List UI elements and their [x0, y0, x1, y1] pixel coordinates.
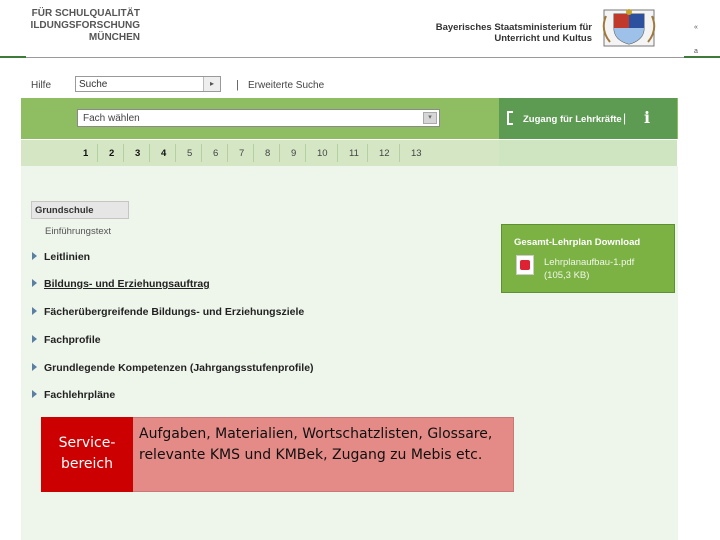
- help-link[interactable]: Hilfe: [31, 80, 52, 91]
- arrow-right-icon: [32, 307, 37, 315]
- grade-separator: [227, 144, 228, 162]
- ministry-name: [432, 22, 592, 44]
- arrow-right-icon: [32, 252, 37, 260]
- grade-tab-8[interactable]: 8: [265, 148, 271, 159]
- grade-tab-3[interactable]: 3: [135, 148, 141, 159]
- subject-select[interactable]: [77, 109, 440, 127]
- download-file-name: Lehrplanaufbau-1.pdf: [544, 257, 635, 268]
- grade-tab-10[interactable]: 10: [317, 148, 328, 159]
- grade-tab-1[interactable]: 1: [83, 148, 89, 159]
- grade-separator: [337, 144, 338, 162]
- tab-label: Grundschule: [35, 205, 94, 216]
- arrow-right-icon: [32, 390, 37, 398]
- teacher-access-label: Zugang für Lehrkräfte: [523, 114, 622, 125]
- download-title: Gesamt-Lehrplan Download: [514, 237, 641, 248]
- service-label-line-1: Service-: [58, 435, 116, 451]
- grade-separator: [367, 144, 368, 162]
- grade-tab-2[interactable]: 2: [109, 148, 115, 159]
- grade-bar-right: [499, 140, 677, 166]
- grade-separator: [279, 144, 280, 162]
- grade-tab-9[interactable]: 9: [291, 148, 297, 159]
- service-label-line-2: bereich: [60, 456, 114, 472]
- institute-line-2: ILDUNGSFORSCHUNG: [30, 20, 140, 31]
- grade-separator: [149, 144, 150, 162]
- header-divider: [0, 57, 720, 58]
- grade-separator: [201, 144, 202, 162]
- pdf-icon[interactable]: [516, 255, 534, 275]
- grade-bar: [21, 140, 499, 166]
- subject-select-value: Fach wählen: [83, 113, 140, 124]
- institute-line-1: FÜR SCHULQUALITÄT: [31, 8, 140, 19]
- header-accent-left: [0, 56, 26, 58]
- grade-tab-5[interactable]: 5: [187, 148, 193, 159]
- edge-mark-2: a: [694, 48, 698, 55]
- service-label: [41, 433, 133, 475]
- grade-tab-12[interactable]: 12: [379, 148, 390, 159]
- grade-separator: [305, 144, 306, 162]
- edge-mark-1: «: [694, 24, 698, 31]
- advanced-search-link[interactable]: Erweiterte Suche: [248, 80, 325, 91]
- header-accent-right: [684, 56, 720, 58]
- ministry-line-1: Bayerisches Staatsministerium für: [435, 22, 592, 33]
- bracket-icon: [507, 111, 513, 125]
- grade-separator: [97, 144, 98, 162]
- grade-separator: [253, 144, 254, 162]
- section-label: Grundlegende Kompetenzen (Jahrgangsstufenprofile): [44, 362, 314, 374]
- section-bildungsauftrag[interactable]: [32, 278, 210, 290]
- section-label: Bildungs- und Erziehungsauftrag: [44, 278, 210, 290]
- bavarian-crest-icon: [594, 8, 664, 48]
- grade-separator: [175, 144, 176, 162]
- grade-tab-6[interactable]: 6: [213, 148, 219, 159]
- search-input-value: Suche: [79, 79, 108, 90]
- section-erziehungsziele[interactable]: [32, 306, 304, 318]
- tab-grundschule[interactable]: [31, 201, 129, 219]
- grade-tab-13[interactable]: 13: [411, 148, 422, 159]
- chevron-down-icon[interactable]: ▾: [423, 112, 437, 124]
- grade-tab-11[interactable]: 11: [349, 148, 359, 159]
- service-label-block: [41, 417, 133, 492]
- nav-separator: |: [236, 79, 239, 91]
- arrow-right-icon: [32, 363, 37, 371]
- section-label: Leitlinien: [44, 251, 91, 263]
- section-leitlinien[interactable]: [32, 251, 90, 263]
- arrow-right-icon: [32, 279, 37, 287]
- teacher-separator: |: [623, 111, 627, 125]
- section-label: Fächerübergreifende Bildungs- und Erziehungsziele: [44, 306, 305, 318]
- institute-name: [0, 8, 140, 44]
- grade-separator: [123, 144, 124, 162]
- grade-tab-7[interactable]: 7: [239, 148, 245, 159]
- section-kompetenzen[interactable]: [32, 362, 314, 374]
- download-file-link[interactable]: [544, 256, 634, 282]
- search-input[interactable]: [75, 76, 221, 92]
- download-file-size: (105,3 KB): [544, 270, 590, 281]
- institute-line-3: MÜNCHEN: [88, 32, 140, 43]
- grade-separator: [399, 144, 400, 162]
- grade-tab-4[interactable]: 4: [161, 148, 167, 159]
- info-icon[interactable]: i: [644, 108, 651, 127]
- download-panel: [501, 224, 675, 293]
- section-fachprofile[interactable]: [32, 334, 101, 346]
- section-fachlehrplaene[interactable]: [32, 389, 115, 401]
- search-submit-icon[interactable]: ▸: [203, 77, 220, 91]
- section-label: Fachlehrpläne: [44, 389, 116, 401]
- intro-link[interactable]: Einführungstext: [45, 226, 112, 237]
- service-description: Aufgaben, Materialien, Wortschatzlisten, Glossare, relevante KMS und KMBek, Zugang zu Mebis etc.: [139, 426, 493, 463]
- teacher-access-button[interactable]: [499, 98, 677, 139]
- section-label: Fachprofile: [44, 334, 101, 346]
- ministry-line-2: Unterricht und Kultus: [494, 33, 592, 44]
- arrow-right-icon: [32, 335, 37, 343]
